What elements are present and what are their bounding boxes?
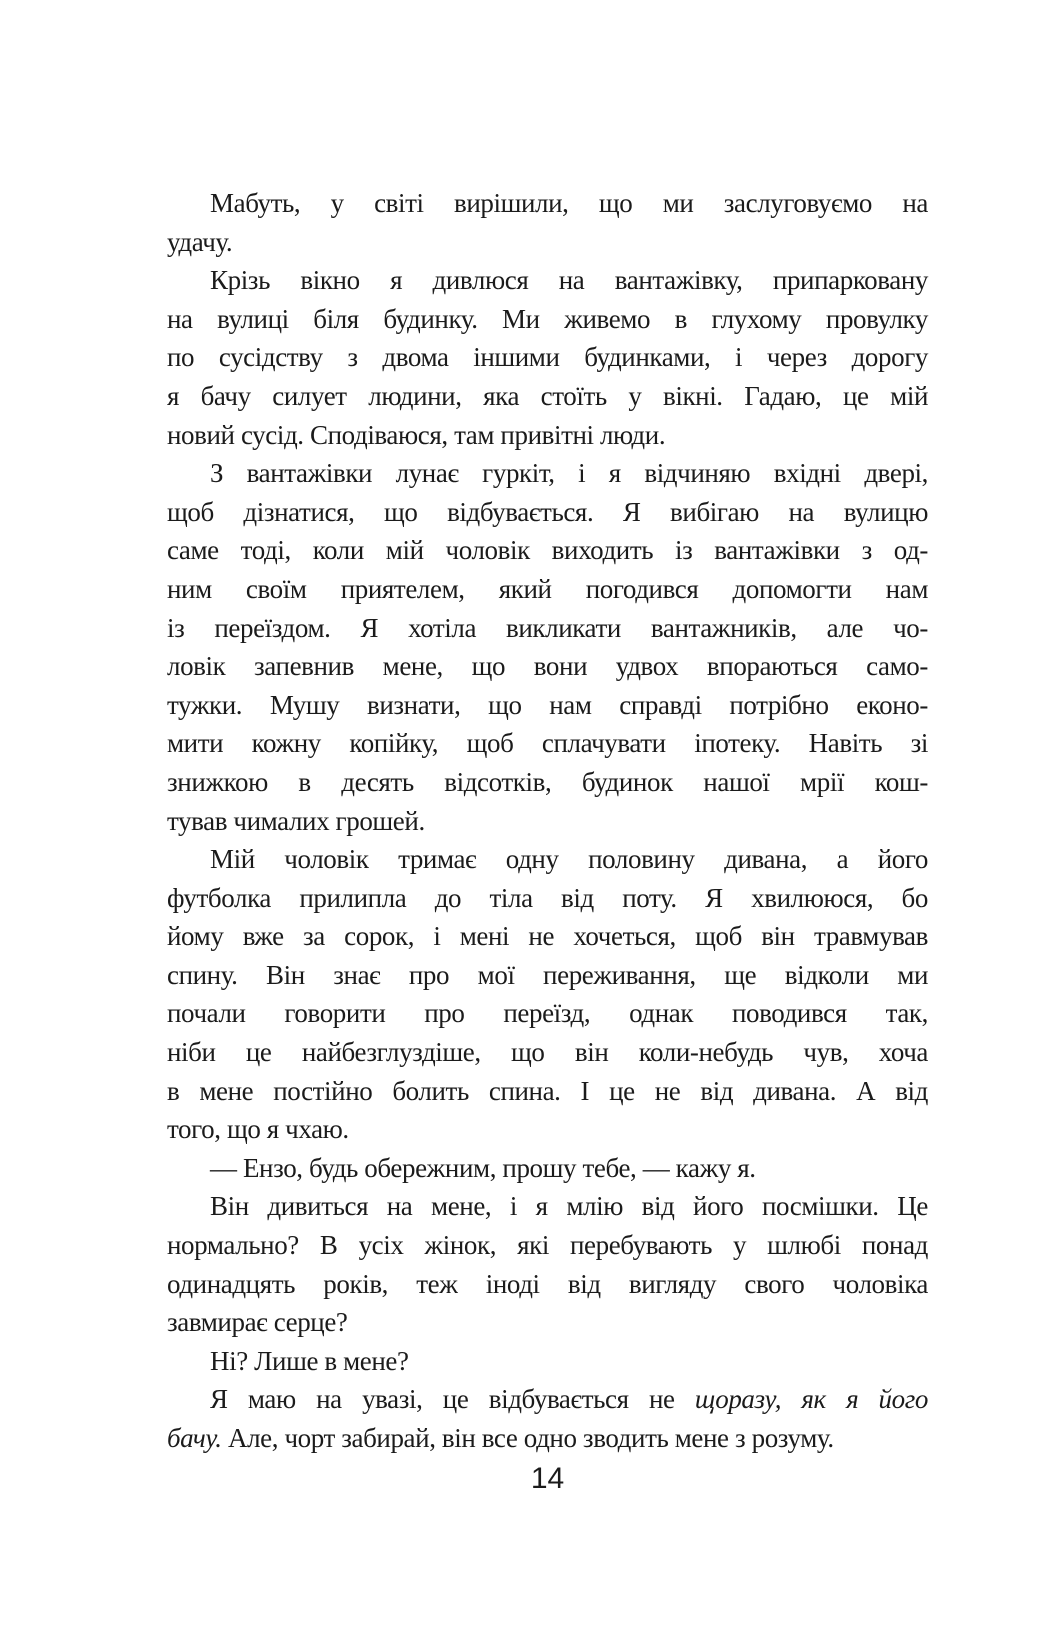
text-line — [167, 300, 928, 339]
text-line — [167, 1187, 928, 1226]
text-line — [167, 261, 928, 300]
text-segment: на вулиці біля будинку. Ми живемо в глухому провулку — [167, 303, 928, 334]
text-line — [167, 1419, 928, 1458]
text-line — [167, 1072, 928, 1111]
text-segment: Крізь вікно я дивлюся на вантажівку, припарковану — [210, 265, 928, 296]
text-segment: по сусідству з двома іншими будинками, і через дорогу — [167, 342, 928, 373]
text-line — [167, 1110, 928, 1149]
text-segment: із переїздом. Я хотіла викликати вантажників, але чо- — [167, 612, 928, 643]
text-segment: ніби це найбезглуздіше, що він коли-небудь чув, хоча — [167, 1037, 928, 1068]
text-line — [167, 223, 928, 262]
text-line — [167, 1149, 928, 1188]
text-line — [167, 338, 928, 377]
text-line — [167, 802, 928, 841]
text-segment: З вантажівки лунає гуркіт, і я відчиняю вхідні двері, — [210, 458, 928, 489]
page-number: 14 — [530, 1462, 565, 1495]
text-line — [167, 1033, 928, 1072]
text-line — [167, 454, 928, 493]
text-line — [167, 724, 928, 763]
text-line — [167, 1226, 928, 1265]
text-line — [167, 1303, 928, 1342]
text-segment: Він дивиться на мене, і я млію від його посмішки. Це — [210, 1191, 928, 1222]
text-segment: футболка прилипла до тіла від поту. Я хвилююся, бо — [167, 882, 928, 913]
text-segment: тужки. Мушу визнати, що нам справді потрібно еконо- — [167, 689, 928, 720]
text-segment: Мій чоловік тримає одну половину дивана, а його — [210, 844, 928, 875]
italic-text-segment: щоразу, як я його — [694, 1384, 928, 1415]
paragraph — [167, 840, 928, 1149]
text-line — [167, 609, 928, 648]
text-line — [167, 493, 928, 532]
text-segment: в мене постійно болить спина. І це не від дивана. А від — [167, 1075, 928, 1106]
text-segment: саме тоді, коли мій чоловік виходить із вантажівки з од- — [167, 535, 928, 566]
text-segment: Але, чорт забирай, він все одно зводить мене з розуму. — [221, 1423, 834, 1453]
paragraph — [167, 261, 928, 454]
text-line — [167, 763, 928, 802]
text-segment: одинадцять років, теж іноді від вигляду свого чоловіка — [167, 1268, 928, 1299]
text-line — [167, 686, 928, 725]
text-segment: тував чималих грошей. — [167, 805, 425, 836]
text-segment: ним своїм приятелем, який погодився допомогти нам — [167, 573, 928, 604]
paragraph — [167, 1342, 928, 1381]
paragraph — [167, 1380, 928, 1457]
text-line — [167, 994, 928, 1033]
text-segment: знижкою в десять відсотків, будинок нашої мрії кош- — [167, 766, 928, 797]
italic-text-segment: бачу. — [167, 1423, 222, 1453]
text-line — [167, 416, 928, 455]
text-segment: Я маю на увазі, це відбувається не — [210, 1384, 695, 1415]
text-line — [167, 531, 928, 570]
text-line — [167, 840, 928, 879]
text-segment: я бачу силует людини, яка стоїть у вікні. Гадаю, це мій — [167, 380, 928, 411]
text-segment: удачу. — [167, 226, 233, 257]
text-segment: йому вже за сорок, і мені не хочеться, щоб він травмував — [167, 921, 928, 952]
text-line — [167, 1342, 928, 1381]
text-line — [167, 1380, 928, 1419]
text-line — [167, 1265, 928, 1304]
paragraph — [167, 454, 928, 840]
paragraph — [167, 184, 928, 261]
text-segment: — Ензо, будь обережним, прошу тебе, — кажу я. — [210, 1152, 756, 1183]
text-segment: щоб дізнатися, що відбувається. Я вибігаю на вулицю — [167, 496, 928, 527]
paragraph — [167, 1187, 928, 1341]
page-text — [167, 184, 928, 1458]
text-line — [167, 377, 928, 416]
text-segment: ловік запевнив мене, що вони удвох впораються само- — [167, 651, 928, 682]
text-segment: новий сусід. Сподіваюся, там привітні люди. — [167, 419, 666, 450]
paragraph — [167, 1149, 928, 1188]
text-segment: того, що я чхаю. — [167, 1114, 349, 1145]
text-line — [167, 570, 928, 609]
text-segment: Ні? Лише в мене? — [210, 1345, 409, 1376]
text-line — [167, 956, 928, 995]
text-line — [167, 184, 928, 223]
text-segment: нормально? В усіх жінок, які перебувають у шлюбі понад — [167, 1230, 928, 1261]
text-segment: Мабуть, у світі вирішили, що ми заслуговуємо на — [210, 188, 928, 218]
text-segment: завмирає серце? — [167, 1307, 348, 1338]
text-segment: спину. Він знає про мої переживання, ще відколи ми — [167, 959, 928, 990]
text-line — [167, 917, 928, 956]
text-line — [167, 647, 928, 686]
text-segment: почали говорити про переїзд, однак поводився так, — [167, 998, 928, 1029]
text-line — [167, 879, 928, 918]
text-segment: мити кожну копійку, щоб сплачувати іпотеку. Навіть зі — [167, 728, 928, 759]
